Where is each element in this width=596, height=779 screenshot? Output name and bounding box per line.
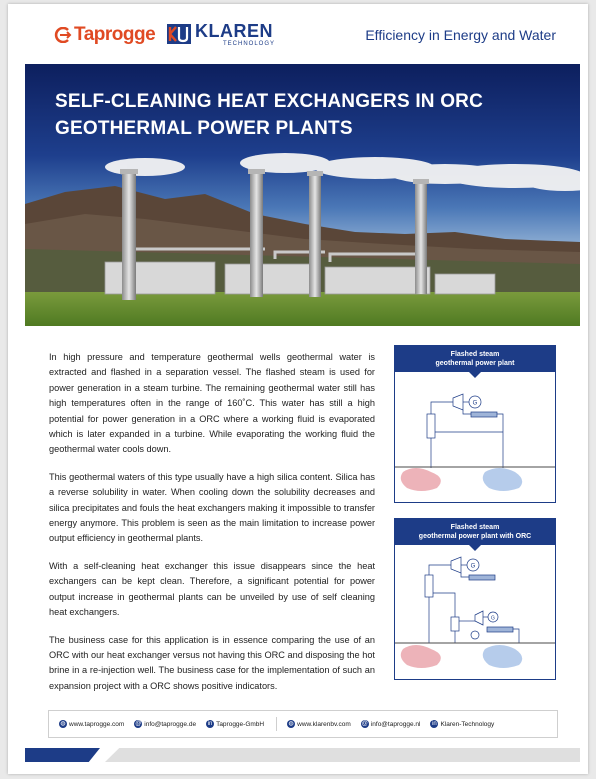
paragraph-3: With a self-cleaning heat exchanger this issue disappears since the heat exchangers can be kept clean. Therefore, a significant potential for power output increase in geothermal plants can be unveiled by use of self cleaning heat exchangers. (49, 560, 375, 618)
klaren-wordmark: KLAREN (195, 21, 273, 41)
bottom-bar-blue (25, 748, 100, 762)
footer-web-taprogge-text: www.taprogge.com (69, 720, 125, 728)
klaren-logo (166, 22, 275, 47)
linkedin-icon: in (432, 721, 437, 727)
generator-2-icon-label: G (491, 615, 495, 622)
footer-web-klaren[interactable] (287, 720, 351, 728)
diagram-2-title (395, 519, 555, 545)
paragraph-1: In high pressure and temperature geothermal wells geothermal water is extracted and flashed in a separation vessel. The flashed steam is used for power generation in a steam turbine. The remaining geothermal water still has high temperatures often in the range of 160˚C. This water has still a high potential for power generation in a ORC where a working fluid is evaporated which is later expanded in a turbine. While evaporating the working fluid the geothermal water cools down. (49, 352, 375, 455)
footer-linkedin-taprogge[interactable] (206, 720, 264, 728)
paragraph-4: The business case for this application is in essence comparing the use of an ORC with our heat exchanger versus not having this ORC and disposing the hot brine in a re-injection well. The business case for the implementation of such an expansion project with a ORC shows positive indicators. (49, 634, 375, 691)
mail-icon: @ (135, 721, 142, 727)
hot-reservoir-shape (401, 645, 441, 668)
diagram-2-schematic (395, 545, 555, 679)
cold-reservoir-shape (483, 645, 522, 668)
paragraph-2: This geothermal waters of this type usually have a high silica content. Silica has a reverse solubility in water. When cooling down the solubility decreases and silica precipitates and fouls the heat exchangers making it impossible to transfer energy anymore. This problem is seen as the main limitation to increase power output efficiency in geothermal plants. (49, 471, 375, 544)
hero-title (55, 88, 483, 142)
bottom-decor-bar (25, 748, 580, 762)
diagram-flashed-steam (394, 345, 556, 503)
diagram-1-schematic (395, 372, 555, 502)
diagram-2-title-line-2: geothermal power plant with ORC (418, 533, 532, 540)
footer-web-taprogge[interactable] (59, 720, 124, 728)
hero-banner (25, 64, 580, 326)
diagram-1-title (395, 346, 555, 372)
hero-title-line-2: GEOTHERMAL POWER PLANTS (55, 118, 353, 139)
taprogge-mark-icon (54, 27, 72, 43)
footer-web-klaren-text: www.klarenbv.com (297, 720, 351, 728)
body-text (49, 350, 375, 706)
klaren-mark-icon (166, 22, 192, 46)
cold-reservoir-shape (483, 468, 522, 491)
hot-reservoir-shape (401, 468, 441, 491)
diagram-1-title-line-1: Flashed steam (450, 351, 500, 358)
globe-icon: ◍ (288, 721, 294, 727)
taprogge-logo (54, 24, 155, 46)
taprogge-wordmark: Taprogge (74, 24, 156, 45)
generator-1-icon-label: G (470, 563, 476, 570)
footer-divider (276, 717, 277, 731)
footer-contacts (48, 710, 558, 738)
linkedin-icon: in (207, 721, 213, 727)
generator-icon-label: G (472, 400, 478, 407)
bottom-bar-gray (105, 748, 580, 762)
footer-linkedin-klaren-text: Klaren-Technology (440, 720, 495, 728)
footer-mail-taprogge[interactable] (134, 720, 196, 728)
footer-mail-klaren-text: info@taprogge.nl (370, 720, 421, 728)
klaren-subtitle: TECHNOLOGY (223, 41, 276, 47)
globe-icon: ◍ (60, 721, 66, 727)
flyer-page (8, 4, 588, 774)
footer-linkedin-klaren[interactable] (430, 720, 494, 728)
footer-mail-taprogge-text: info@taprogge.de (144, 720, 197, 728)
mail-icon: @ (361, 721, 368, 727)
hero-title-line-1: SELF-CLEANING HEAT EXCHANGERS IN ORC (55, 91, 484, 112)
diagram-flashed-steam-orc (394, 518, 556, 680)
footer-linkedin-taprogge-text: Taprogge-GmbH (216, 720, 265, 728)
tagline: Efficiency in Energy and Water (365, 27, 556, 43)
footer-mail-klaren[interactable] (361, 720, 421, 728)
diagram-2-title-line-1: Flashed steam (450, 524, 500, 531)
diagram-1-title-line-2: geothermal power plant (435, 360, 515, 367)
